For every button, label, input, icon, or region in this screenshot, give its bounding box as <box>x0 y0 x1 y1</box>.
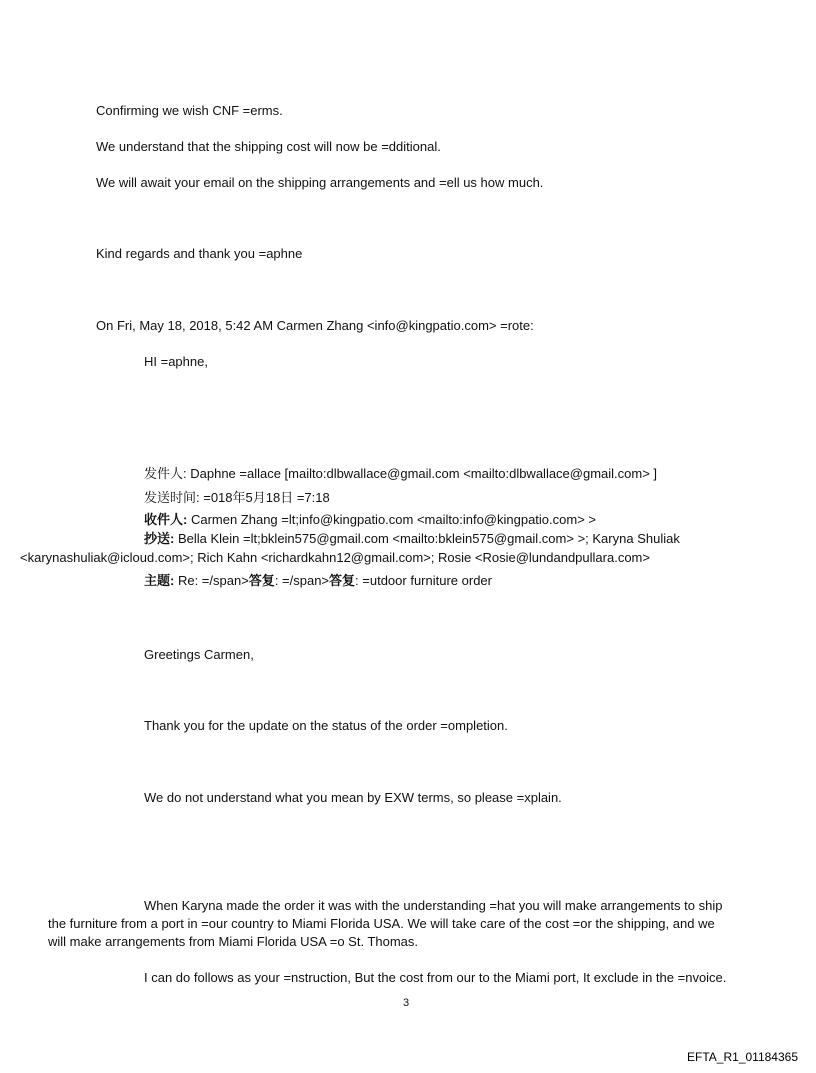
inner-paragraph-arrangements-line-1: When Karyna made the order it was with the understanding =hat you will make arrangements to ship <box>144 898 723 913</box>
header-subject-part-3: : =utdoor furniture order <box>355 573 492 588</box>
reply-line-await: We will await your email on the shipping arrangements and =ell us how much. <box>96 175 544 190</box>
header-sent <box>144 489 330 507</box>
header-cc-label: 抄送: <box>144 531 175 546</box>
inner-paragraph-arrangements-line-2: the furniture from a port in =our country to Miami Florida USA. We will take care of the cost =or the shipping, and we <box>48 916 715 931</box>
inner-paragraph-arrangements-line-3: will make arrangements from Miami Florida USA =o St. Thomas. <box>48 934 419 949</box>
header-subject <box>144 572 492 590</box>
header-to <box>144 511 596 529</box>
page-number: 3 <box>403 997 410 1009</box>
header-sent-value: =018年5月18日 =7:18 <box>199 490 330 505</box>
header-subject-part-1: Re: =/span> <box>174 573 249 588</box>
reply-line-confirm: Confirming we wish CNF =erms. <box>96 103 283 118</box>
header-to-label: 收件人: <box>144 512 188 527</box>
header-cc-value: Bella Klein =lt;bklein575@gmail.com <mailto:bklein575@gmail.com> >; Karyna Shuliak <box>174 531 680 546</box>
quoted-attribution: On Fri, May 18, 2018, 5:42 AM Carmen Zhang <info@kingpatio.com> =rote: <box>96 318 534 333</box>
reply-signoff: Kind regards and thank you =aphne <box>96 246 303 261</box>
header-from-label: 发件人: <box>144 466 187 481</box>
header-cc-continued: <karynashuliak@icloud.com>; Rich Kahn <richardkahn12@gmail.com>; Rosie <Rosie@lundandpullara.com> <box>20 550 650 565</box>
header-subject-part-2: : =/span> <box>274 573 330 588</box>
bates-number: EFTA_R1_01184365 <box>687 1050 798 1064</box>
inner-paragraph-status: Thank you for the update on the status of the order =ompletion. <box>144 718 508 733</box>
header-cc <box>144 530 680 548</box>
header-subject-reply-2: 答复 <box>329 573 356 588</box>
header-subject-reply-1: 答复 <box>248 573 275 588</box>
header-to-value: Carmen Zhang =lt;info@kingpatio.com <mailto:info@kingpatio.com> > <box>187 512 596 527</box>
header-from-value: Daphne =allace [mailto:dlbwallace@gmail.com <mailto:dlbwallace@gmail.com> ] <box>186 466 658 481</box>
inner-paragraph-exw: We do not understand what you mean by EXW terms, so please =xplain. <box>144 790 562 805</box>
inner-paragraph-instruction: I can do follows as your =nstruction, But the cost from our to the Miami port, It exclude in the =nvoice. <box>144 970 727 985</box>
header-subject-label: 主题: <box>144 573 175 588</box>
reply-line-shipping-cost: We understand that the shipping cost will now be =dditional. <box>96 139 441 154</box>
inner-greeting: Greetings Carmen, <box>144 647 254 662</box>
greeting-daphne: HI =aphne, <box>144 354 208 369</box>
header-from <box>144 465 657 483</box>
header-sent-label: 发送时间: <box>144 490 200 505</box>
